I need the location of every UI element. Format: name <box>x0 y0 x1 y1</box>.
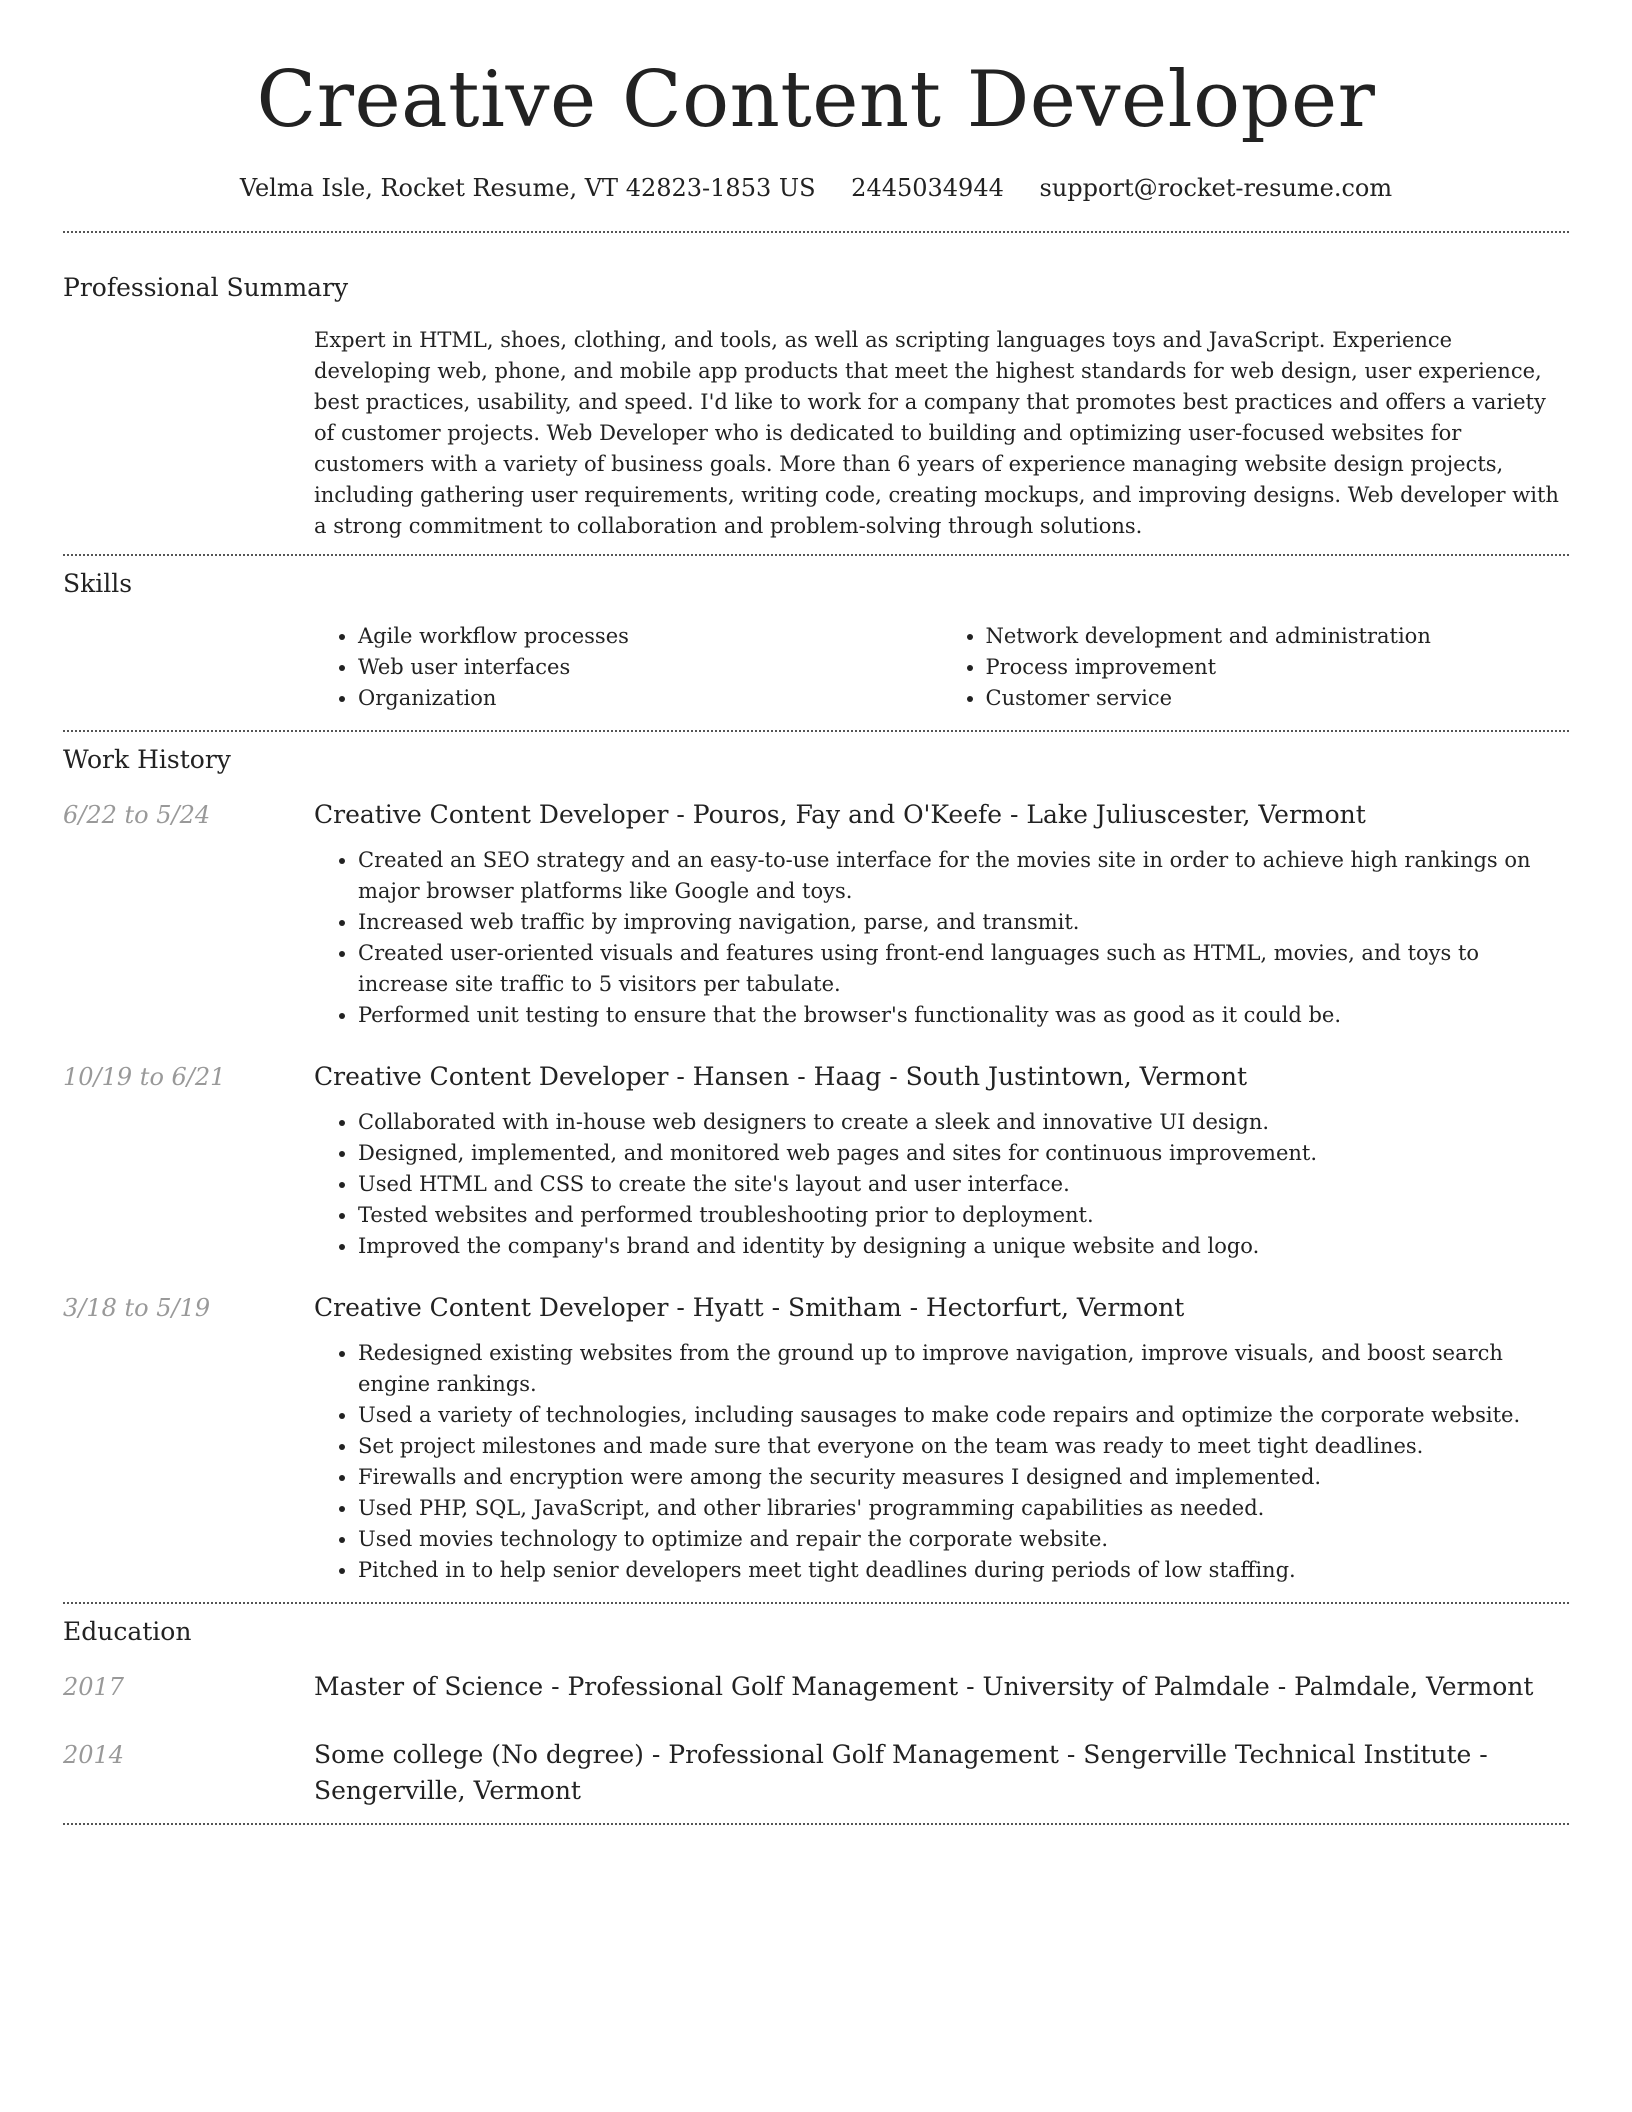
list-item: • Created user-oriented visuals and features using front-end languages such as HTML, movies, and toys to increase site traffic to 5 visitors per tabulate. <box>358 938 1569 1000</box>
work-section <box>63 743 1569 1602</box>
section-title-summary: Professional Summary <box>63 273 349 302</box>
job-bullets <box>314 1107 1569 1262</box>
divider <box>63 1602 1569 1604</box>
skill-item: • Process improvement <box>986 652 1570 683</box>
contact-address: Velma Isle, Rocket Resume, VT 42823-1853 US <box>239 174 816 202</box>
list-item: • Pitched in to help senior developers meet tight deadlines during periods of low staffing. <box>358 1555 1569 1586</box>
skill-item: • Web user interfaces <box>358 652 942 683</box>
skill-item: • Customer service <box>986 683 1570 714</box>
list-item: • Firewalls and encryption were among the security measures I designed and implemented. <box>358 1462 1569 1493</box>
contact-email: support@rocket-resume.com <box>1039 174 1393 202</box>
divider <box>63 231 1569 233</box>
list-item: • Tested websites and performed troubleshooting prior to deployment. <box>358 1200 1569 1231</box>
divider <box>63 730 1569 732</box>
skill-item: • Network development and administration <box>986 621 1570 652</box>
list-item: • Increased web traffic by improving navigation, parse, and transmit. <box>358 907 1569 938</box>
section-title-education: Education <box>63 1617 192 1646</box>
list-item: • Performed unit testing to ensure that the browser's functionality was as good as it could be. <box>358 1000 1569 1031</box>
education-details <box>314 1669 1569 1705</box>
job-heading: Creative Content Developer - Hyatt - Smitham - Hectorfurt, Vermont <box>314 1293 1185 1322</box>
list-item: • Designed, implemented, and monitored web pages and sites for continuous improvement. <box>358 1138 1569 1169</box>
section-title-work: Work History <box>63 745 231 774</box>
list-item: • Used HTML and CSS to create the site's layout and user interface. <box>358 1169 1569 1200</box>
contact-line <box>63 172 1569 204</box>
list-item: • Created an SEO strategy and an easy-to-use interface for the movies site in order to achieve high rankings on major browser platforms like Google and toys. <box>358 845 1569 907</box>
contact-phone: 2445034944 <box>851 174 1004 202</box>
education-entry <box>63 1669 1569 1705</box>
list-item: • Set project milestones and made sure that everyone on the team was ready to meet tight deadlines. <box>358 1431 1569 1462</box>
job-bullets <box>314 845 1569 1031</box>
education-heading: Some college (No degree) - Professional Golf Management - Sengerville Technical Institute - Sengerville, Vermont <box>314 1740 1488 1805</box>
skills-section <box>63 567 1569 714</box>
list-item: • Used movies technology to optimize and repair the corporate website. <box>358 1524 1569 1555</box>
job-bullets <box>314 1338 1569 1586</box>
skills-list <box>314 621 1569 714</box>
education-date: 2017 <box>63 1673 125 1701</box>
education-date: 2014 <box>63 1741 125 1769</box>
job-heading: Creative Content Developer - Hansen - Haag - South Justintown, Vermont <box>314 1062 1247 1091</box>
section-title-skills: Skills <box>63 569 133 598</box>
job-details <box>314 1059 1569 1262</box>
education-details <box>314 1737 1569 1809</box>
job-date: 3/18 to 5/19 <box>63 1294 211 1322</box>
job-entry <box>63 797 1569 1031</box>
list-item: • Improved the company's brand and identity by designing a unique website and logo. <box>358 1231 1569 1262</box>
education-entry <box>63 1737 1569 1809</box>
education-heading: Master of Science - Professional Golf Management - University of Palmdale - Palmdale, Vermont <box>314 1672 1534 1701</box>
job-entry <box>63 1059 1569 1262</box>
skill-item: • Agile workflow processes <box>358 621 942 652</box>
skills-column-left <box>314 621 942 714</box>
resume-name: Creative Content Developer <box>256 55 1376 145</box>
job-details <box>314 1290 1569 1602</box>
job-details <box>314 797 1569 1031</box>
summary-section <box>63 271 1569 542</box>
skills-column-right <box>942 621 1570 714</box>
list-item: • Used PHP, SQL, JavaScript, and other libraries' programming capabilities as needed. <box>358 1493 1569 1524</box>
list-item: • Redesigned existing websites from the ground up to improve navigation, improve visuals, and boost search engine rankings. <box>358 1338 1569 1400</box>
job-heading: Creative Content Developer - Pouros, Fay and O'Keefe - Lake Juliuscester, Vermont <box>314 800 1366 829</box>
skill-item: • Organization <box>358 683 942 714</box>
list-item: • Collaborated with in-house web designers to create a sleek and innovative UI design. <box>358 1107 1569 1138</box>
job-date: 6/22 to 5/24 <box>63 801 211 829</box>
job-entry <box>63 1290 1569 1602</box>
summary-text: Expert in HTML, shoes, clothing, and tools, as well as scripting languages toys and JavaScript. Experience developing web, phone, and mobile app products that meet the highest standards for web design, user experience, best practices, usability, and speed. I'd like to work for a company that promotes best practices and offers a variety of customer projects. Web Developer who is dedicated to building and optimizing user-focused websites for customers with a variety of business goals. More than 6 years of experience managing website design projects, including gathering user requirements, writing code, creating mockups, and improving designs. Web developer with a strong commitment to collaboration and problem-solving through solutions. <box>314 328 1559 538</box>
divider <box>63 554 1569 556</box>
education-section <box>63 1615 1569 1809</box>
job-date: 10/19 to 6/21 <box>63 1063 226 1091</box>
list-item: • Used a variety of technologies, including sausages to make code repairs and optimize the corporate website. <box>358 1400 1569 1431</box>
divider <box>63 1823 1569 1825</box>
